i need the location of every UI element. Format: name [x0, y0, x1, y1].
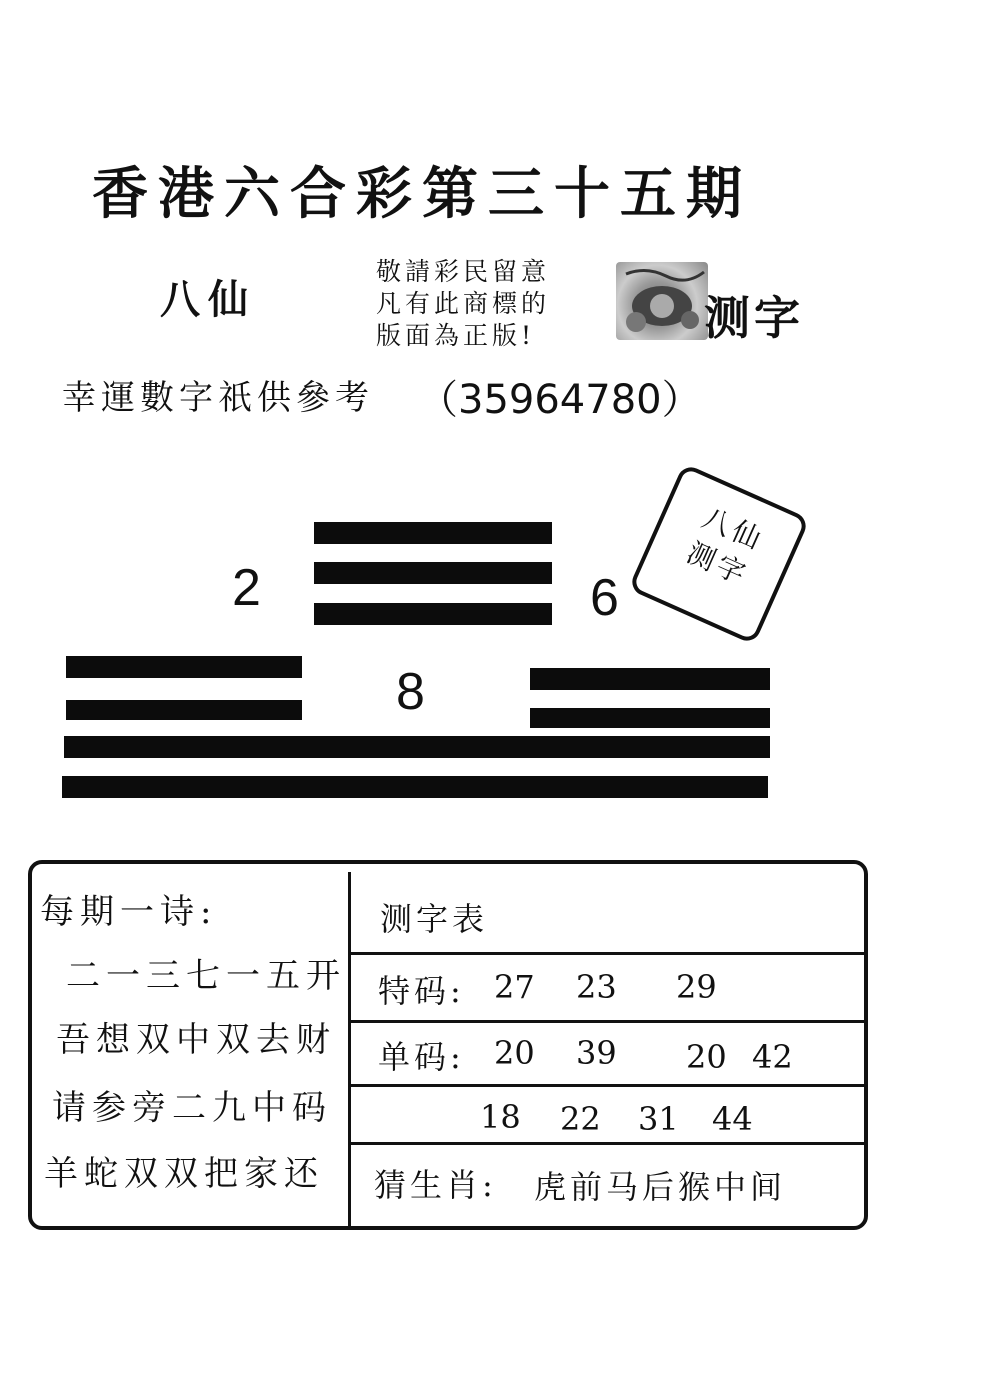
dan-number: 22 — [560, 1100, 601, 1138]
trigram-bar — [64, 736, 770, 758]
row-divider — [351, 952, 865, 955]
trigram-bar-broken-right — [530, 668, 770, 690]
notice-line: 版面為正版! — [376, 321, 536, 350]
dan-number: 42 — [752, 1038, 793, 1076]
cezi-heading: 测字 — [704, 291, 804, 345]
poem-line: 羊蛇双双把家还 — [44, 1154, 324, 1194]
row-divider — [351, 1020, 865, 1023]
trigram-bar — [62, 776, 768, 798]
left-digit: 2 — [232, 559, 261, 617]
table-divider — [348, 872, 351, 1226]
poem-heading: 每期一诗: — [40, 892, 218, 932]
dan-label: 单码: — [378, 1038, 465, 1076]
te-label: 特码: — [378, 972, 465, 1010]
te-number: 29 — [676, 968, 717, 1006]
dan-number: 18 — [480, 1098, 521, 1136]
dan-number: 39 — [576, 1034, 617, 1072]
trigram-bar — [314, 562, 552, 584]
authenticity-notice — [376, 256, 550, 352]
page-title: 香港六合彩第三十五期 — [92, 161, 752, 227]
zodiac-value: 虎前马后猴中间 — [534, 1168, 787, 1206]
poem-line: 吾想双中双去财 — [56, 1020, 336, 1060]
dan-number: 20 — [494, 1034, 535, 1072]
trigram-bar — [314, 603, 552, 625]
trademark-logo — [616, 262, 708, 340]
trigram-bar — [314, 522, 552, 544]
trigram-bar-broken-left — [66, 656, 302, 678]
notice-line: 凡有此商標的 — [376, 289, 551, 318]
stamp-line: 八仙 — [697, 501, 770, 558]
row-divider — [351, 1084, 865, 1087]
trigram-bar-broken-left — [66, 700, 302, 720]
right-digit: 6 — [590, 569, 619, 627]
cezi-table-title: 测字表 — [380, 900, 489, 938]
dan-number: 20 — [686, 1038, 727, 1076]
zodiac-label: 猜生肖: — [374, 1166, 497, 1204]
notice-line: 敬請彩民留意 — [376, 257, 551, 286]
lucky-numbers: （35964780） — [418, 377, 702, 423]
baxian-stamp — [628, 463, 810, 645]
dan-number: 44 — [712, 1100, 753, 1138]
center-digit: 8 — [396, 663, 425, 721]
brand-name: 八仙 — [160, 276, 256, 323]
stamp-line: 测字 — [681, 535, 754, 592]
te-number: 23 — [576, 968, 617, 1006]
lucky-numbers-label: 幸運數字祇供參考 — [62, 378, 374, 418]
trigram-bar-broken-right — [530, 708, 770, 728]
row-divider — [351, 1142, 865, 1145]
poem-line: 请参旁二九中码 — [52, 1088, 332, 1128]
te-number: 27 — [494, 968, 535, 1006]
poem-line: 二一三七一五开 — [66, 956, 346, 996]
dan-number: 31 — [638, 1100, 679, 1138]
